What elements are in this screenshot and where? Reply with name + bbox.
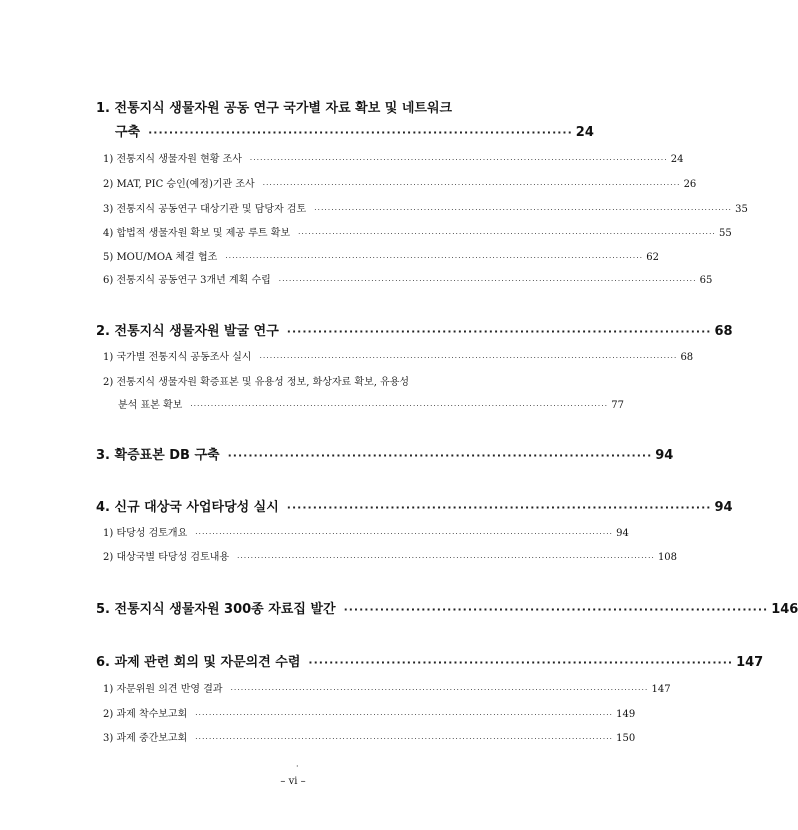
dot-leader: ·························································································································· (249, 156, 668, 164)
dot-leader: ·················································································· (286, 325, 712, 338)
chapter-2-title: 2. 전통지식 생물자원 발굴 연구 (96, 324, 279, 339)
toc-entry-page: 26 (683, 179, 697, 190)
chapter-2-entry[interactable] (96, 320, 733, 339)
dot-leader: ·················································································· (343, 603, 769, 616)
chapter-6-entry[interactable] (96, 651, 764, 670)
toc-entry-label: 2) 과제 착수보고회 (103, 709, 188, 720)
dot-leader: ·························································································································· (190, 402, 609, 410)
toc-entry-page: 62 (646, 252, 659, 263)
toc-entry-page: 108 (657, 552, 678, 563)
dot-leader: ·························································································································· (298, 230, 716, 238)
footer-dot: · (296, 762, 299, 771)
toc-entry-2-2-line1[interactable]: 2) 전통지식 생물자원 확증표본 및 유용성 정보, 화상자료 확보, 유용성 (103, 377, 410, 388)
chapter-1-entry[interactable] (115, 121, 594, 140)
toc-entry-label: 3) 과제 중간보고회 (103, 733, 188, 744)
dot-leader: ·························································································································· (262, 181, 681, 189)
toc-entry-page: 150 (616, 733, 636, 744)
dot-leader: ·················································································· (227, 449, 653, 462)
toc-entry-page: 149 (616, 709, 636, 720)
toc-entry-6-3[interactable] (103, 729, 636, 744)
chapter-3-page: 94 (655, 448, 674, 463)
page-number: – vi – (280, 776, 306, 787)
toc-entry-label: 2) 대상국별 타당성 검토내용 (103, 552, 230, 563)
toc-entry-label: 4) 합법적 생물자원 확보 및 제공 루트 확보 (103, 228, 291, 239)
toc-entry-label: 분석 표본 확보 (118, 400, 183, 411)
dot-leader: ·················································································· (286, 501, 712, 514)
chapter-4-entry[interactable] (96, 496, 733, 515)
chapter-5-page: 146 (771, 602, 798, 617)
dot-leader: ·························································································································· (195, 530, 614, 538)
chapter-4-page: 94 (714, 500, 733, 515)
chapter-2-page: 68 (714, 324, 733, 339)
toc-entry-page: 94 (616, 528, 629, 539)
toc-entry-label: 1) 전통지식 생물자원 현황 조사 (103, 154, 242, 165)
toc-entry-4-2[interactable] (103, 548, 678, 563)
chapter-3-entry[interactable] (96, 444, 674, 463)
toc-entry-label: 5) MOU/MOA 체결 협조 (103, 252, 218, 263)
toc-entry-page: 147 (651, 684, 671, 695)
chapter-5-entry[interactable] (96, 598, 798, 617)
toc-entry-page: 77 (611, 400, 624, 411)
toc-entry-6-2[interactable] (103, 705, 636, 720)
dot-leader: ·························································································································· (237, 554, 655, 562)
toc-entry-6-1[interactable] (103, 680, 671, 695)
chapter-5-title: 5. 전통지식 생물자원 300종 자료집 발간 (96, 602, 336, 617)
chapter-4-title: 4. 신규 대상국 사업타당성 실시 (96, 500, 279, 515)
dot-leader: ·················································································· (148, 126, 573, 139)
toc-entry-1-4[interactable] (103, 224, 732, 239)
toc-entry-label: 6) 전통지식 공동연구 3개년 계획 수립 (103, 275, 271, 286)
toc-entry-label: 1) 국가별 전통지식 공동조사 실시 (103, 352, 252, 363)
toc-entry-page: 65 (699, 275, 713, 286)
toc-entry-page: 55 (718, 228, 732, 239)
dot-leader: ·························································································································· (259, 354, 678, 362)
toc-entry-page: 68 (680, 352, 694, 363)
toc-entry-label: 2) MAT, PIC 승인(예정)기관 조사 (103, 179, 255, 190)
chapter-1-title-line1: 1. 전통지식 생물자원 공동 연구 국가별 자료 확보 및 네트워크 (96, 101, 453, 116)
toc-entry-1-2[interactable] (103, 175, 697, 190)
toc-entry-page: 24 (670, 154, 684, 165)
toc-entry-1-6[interactable] (103, 271, 713, 286)
toc-entry-page: 35 (735, 204, 748, 215)
chapter-1-title-line2: 구축 (115, 125, 141, 140)
toc-entry-1-3[interactable] (103, 200, 748, 215)
dot-leader: ·························································································································· (278, 277, 697, 285)
toc-entry-2-2[interactable] (118, 396, 624, 411)
dot-leader: ·························································································································· (230, 686, 649, 694)
dot-leader: ·························································································································· (195, 735, 614, 743)
toc-entry-label: 1) 자문위원 의견 반영 결과 (103, 684, 223, 695)
toc-entry-label: 1) 타당성 검토개요 (103, 528, 188, 539)
dot-leader: ·························································································································· (314, 206, 733, 214)
dot-leader: ·························································································································· (195, 711, 614, 719)
chapter-1-page: 24 (575, 125, 594, 140)
toc-entry-4-1[interactable] (103, 524, 629, 539)
toc-entry-1-5[interactable] (103, 248, 659, 263)
chapter-6-title: 6. 과제 관련 회의 및 자문의견 수렴 (96, 655, 301, 670)
toc-entry-2-1[interactable] (103, 348, 694, 363)
chapter-6-page: 147 (736, 655, 764, 670)
toc-entry-label: 3) 전통지식 공동연구 대상기관 및 담당자 검토 (103, 204, 307, 215)
dot-leader: ·························································································································· (225, 254, 644, 262)
chapter-3-title: 3. 확증표본 DB 구축 (96, 448, 220, 463)
toc-entry-1-1[interactable] (103, 150, 684, 165)
dot-leader: ·················································································· (308, 656, 734, 669)
